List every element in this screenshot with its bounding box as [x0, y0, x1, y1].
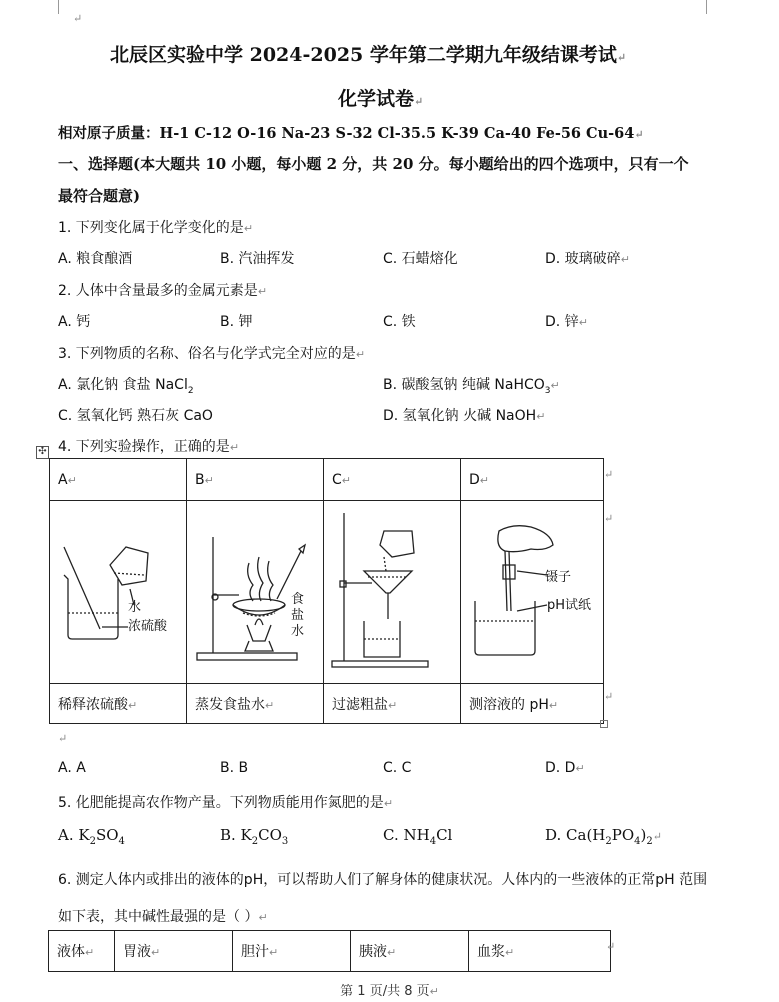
- formula-part: ): [640, 826, 647, 844]
- formula-part: A. K: [58, 826, 90, 844]
- ph-table-header-pancreatic: [351, 931, 469, 972]
- question-5-option-a: [58, 826, 125, 847]
- question-4-stem-text: 4. 下列实验操作，正确的是: [58, 439, 230, 455]
- experiment-image-d: [461, 501, 604, 684]
- row-end-mark: ↵: [604, 468, 614, 481]
- experiment-header-d: [461, 459, 604, 501]
- evaporation-diagram: [187, 501, 323, 679]
- paragraph-mark: ↵: [388, 698, 398, 712]
- ph-table-header-gastric: [115, 931, 233, 972]
- question-3-option-c: C. 氢氧化钙 熟石灰 CaO: [58, 408, 213, 424]
- label-salt-1: 食: [291, 592, 305, 607]
- caption-a-text: 稀释浓硫酸: [58, 696, 128, 713]
- question-4-stem: [58, 436, 239, 456]
- paragraph-mark: ↵: [243, 222, 254, 235]
- experiment-caption-d: [461, 684, 604, 724]
- exam-subtitle: [338, 84, 423, 111]
- experiment-caption-c: [324, 684, 461, 724]
- paragraph-mark: ↵: [414, 95, 424, 108]
- paragraph-mark: ↵: [341, 473, 351, 487]
- row-end-mark: ↵: [604, 690, 614, 703]
- paragraph-mark: ↵: [575, 762, 585, 775]
- table-resize-handle[interactable]: [600, 720, 608, 728]
- paragraph-mark: ↵: [550, 379, 560, 392]
- question-3-option-a-text: A. 氯化钠 食盐 NaCl: [58, 377, 188, 393]
- paragraph-mark: ↵: [479, 473, 489, 487]
- ph-header-text: 血浆: [477, 944, 505, 960]
- question-5-option-c: [383, 826, 452, 847]
- ph-table-header-bile: [233, 931, 351, 972]
- question-1-stem-text: 1. 下列变化属于化学变化的是: [58, 220, 244, 236]
- paragraph-mark: ↵: [652, 830, 662, 843]
- formula-subscript: 3: [281, 836, 289, 847]
- paragraph-mark: ↵: [634, 128, 644, 141]
- label-salt-2: 盐: [291, 608, 305, 623]
- ph-header-text: 胰液: [359, 944, 387, 960]
- paragraph-mark: ↵: [204, 473, 214, 487]
- exam-title-text: 北辰区实验中学 2024-2025 学年第二学期九年级结课考试: [110, 44, 617, 66]
- header-a-text: A: [58, 471, 68, 488]
- experiment-header-b: [187, 459, 324, 501]
- question-3-option-b-text: B. 碳酸氢钠 纯碱 NaHCO: [383, 377, 545, 393]
- dilution-diagram: [50, 501, 186, 679]
- formula-part: PO: [611, 826, 635, 844]
- paragraph-mark: ↵: [616, 51, 627, 64]
- formula-subscript: 2: [251, 836, 259, 847]
- header-c-text: C: [332, 471, 342, 488]
- question-4-option-c: C. C: [383, 760, 412, 776]
- experiment-image-c: [324, 501, 461, 684]
- section-heading-line1: 一、选择题(本大题共 10 小题，每小题 2 分，共 20 分。每小题给出的四个选项中，只有一个: [58, 155, 689, 173]
- question-1-option-b: B. 汽油挥发: [220, 251, 295, 267]
- question-5-stem-text: 5. 化肥能提高农作物产量。下列物质能用作氮肥的是: [58, 795, 384, 811]
- paragraph-mark: ↵: [229, 441, 240, 454]
- question-3-option-d-text: D. 氢氧化钠 火碱 NaOH: [383, 408, 537, 424]
- paragraph-mark: ↵: [58, 732, 68, 745]
- formula-part: D. Ca(H: [545, 826, 606, 844]
- question-1-option-d: [545, 248, 630, 268]
- margin-corner-mark-right: [706, 0, 707, 14]
- paragraph-mark: ↵: [536, 410, 546, 423]
- question-5-option-b: [220, 826, 288, 847]
- formula-subscript: 4: [634, 836, 641, 847]
- question-5-stem: [58, 792, 393, 812]
- question-2-option-d: [545, 311, 588, 331]
- paragraph-mark: ↵: [151, 946, 161, 959]
- paragraph-mark: ↵: [429, 985, 439, 998]
- formula-subscript: 4: [118, 836, 125, 847]
- ph-header-text: 液体: [57, 944, 85, 960]
- question-2-option-d-text: D. 锌: [545, 314, 579, 330]
- paragraph-mark: ↵: [67, 473, 77, 487]
- experiment-caption-b: [187, 684, 324, 724]
- caption-b-text: 蒸发食盐水: [195, 696, 265, 713]
- label-water: 水: [128, 600, 142, 615]
- row-end-mark: ↵: [604, 512, 614, 525]
- label-conc-acid: 浓硫酸: [128, 619, 168, 634]
- formula-part: CO: [258, 826, 282, 844]
- question-4-option-a: A. A: [58, 760, 86, 776]
- label-tweezers: 镊子: [545, 570, 572, 585]
- filtration-diagram: [324, 501, 460, 679]
- paragraph-mark: ↵: [128, 698, 138, 712]
- experiment-header-a: [50, 459, 187, 501]
- question-4-option-d: [545, 760, 585, 776]
- formula-subscript: 2: [646, 836, 653, 847]
- ph-test-diagram: [461, 501, 603, 679]
- page-number: 第 1 页/共 8 页: [340, 984, 430, 999]
- question-6-stem-line2: [58, 906, 268, 926]
- paragraph-mark: ↵: [505, 946, 515, 959]
- experiment-header-c: [324, 459, 461, 501]
- formula-part: SO: [95, 826, 119, 844]
- question-2-option-c: C. 铁: [383, 314, 416, 330]
- question-3-option-a-subscript: 2: [187, 385, 194, 396]
- ph-table-header-plasma: [469, 931, 611, 972]
- paragraph-mark: ↵: [73, 12, 83, 25]
- paragraph-mark: ↵: [269, 946, 279, 959]
- table-move-handle[interactable]: ✣: [36, 446, 49, 459]
- header-d-text: D: [469, 471, 480, 488]
- row-end-mark: ↵: [606, 940, 616, 953]
- exam-subtitle-text: 化学试卷: [338, 88, 415, 110]
- page-footer: [0, 980, 779, 999]
- header-b-text: B: [195, 471, 205, 488]
- paragraph-mark: ↵: [578, 316, 588, 329]
- question-4-option-d-text: D. D: [545, 760, 576, 776]
- question-2-option-a: A. 钙: [58, 314, 91, 330]
- question-3-option-d: [383, 405, 545, 425]
- question-6-stem-line1: 6. 测定人体内或排出的液体的pH，可以帮助人们了解身体的健康状况。人体内的一些液体的正常pH 范围: [58, 872, 708, 888]
- atomic-masses: [58, 122, 644, 143]
- formula-subscript: 2: [605, 836, 612, 847]
- paragraph-mark: ↵: [355, 348, 366, 361]
- question-2-option-b: B. 钾: [220, 314, 253, 330]
- ph-header-text: 胃液: [123, 944, 151, 960]
- section-heading-line2: 最符合题意): [58, 187, 141, 205]
- question-6-stem-line2-text: 如下表，其中碱性最强的是（ ）: [58, 909, 259, 925]
- margin-corner-mark-left: [58, 0, 59, 14]
- question-4-option-b: B. B: [220, 760, 249, 776]
- paragraph-mark: ↵: [257, 285, 268, 298]
- experiment-caption-a: [50, 684, 187, 724]
- question-1-option-a: A. 粮食酿酒: [58, 251, 133, 267]
- experiment-image-b: [187, 501, 324, 684]
- question-2-stem-text: 2. 人体中含量最多的金属元素是: [58, 283, 258, 299]
- question-1-option-c: C. 石蜡熔化: [383, 251, 458, 267]
- paragraph-mark: ↵: [620, 253, 630, 266]
- formula-part: C. NH: [383, 826, 430, 844]
- question-3-stem: [58, 343, 365, 363]
- paragraph-mark: ↵: [548, 698, 559, 712]
- question-3-option-b-subscript: 3: [544, 385, 551, 396]
- question-5-option-d: [545, 826, 662, 847]
- ph-table-header-liquid: [49, 931, 115, 972]
- formula-subscript: 2: [89, 836, 96, 847]
- paragraph-mark: ↵: [265, 698, 275, 712]
- question-2-stem: [58, 280, 267, 300]
- ph-table: [48, 930, 611, 972]
- question-3-option-b: [383, 374, 560, 396]
- paragraph-mark: ↵: [258, 911, 268, 924]
- question-1-stem: [58, 217, 253, 237]
- label-ph-paper: pH试纸: [547, 598, 592, 613]
- formula-part: B. K: [220, 826, 252, 844]
- caption-c-text: 过滤粗盐: [332, 696, 388, 713]
- question-3-option-a: [58, 374, 194, 396]
- paragraph-mark: ↵: [383, 797, 394, 810]
- formula-part: Cl: [436, 826, 453, 844]
- question-3-stem-text: 3. 下列物质的名称、俗名与化学式完全对应的是: [58, 346, 356, 362]
- paragraph-mark: ↵: [85, 946, 95, 959]
- question-1-option-d-text: D. 玻璃破碎: [545, 251, 621, 267]
- exam-title: [110, 40, 626, 67]
- caption-d-text: 测溶液的 pH: [469, 696, 549, 713]
- experiment-image-a: [50, 501, 187, 684]
- experiment-table: [49, 458, 604, 724]
- formula-subscript: 4: [429, 836, 437, 847]
- paragraph-mark: ↵: [387, 946, 397, 959]
- ph-header-text: 胆汁: [241, 944, 269, 960]
- label-salt-3: 水: [291, 624, 305, 639]
- atomic-masses-text: 相对原子质量：H-1 C-12 O-16 Na-23 S-32 Cl-35.5 K-39 Ca-40 Fe-56 Cu-64: [58, 125, 635, 142]
